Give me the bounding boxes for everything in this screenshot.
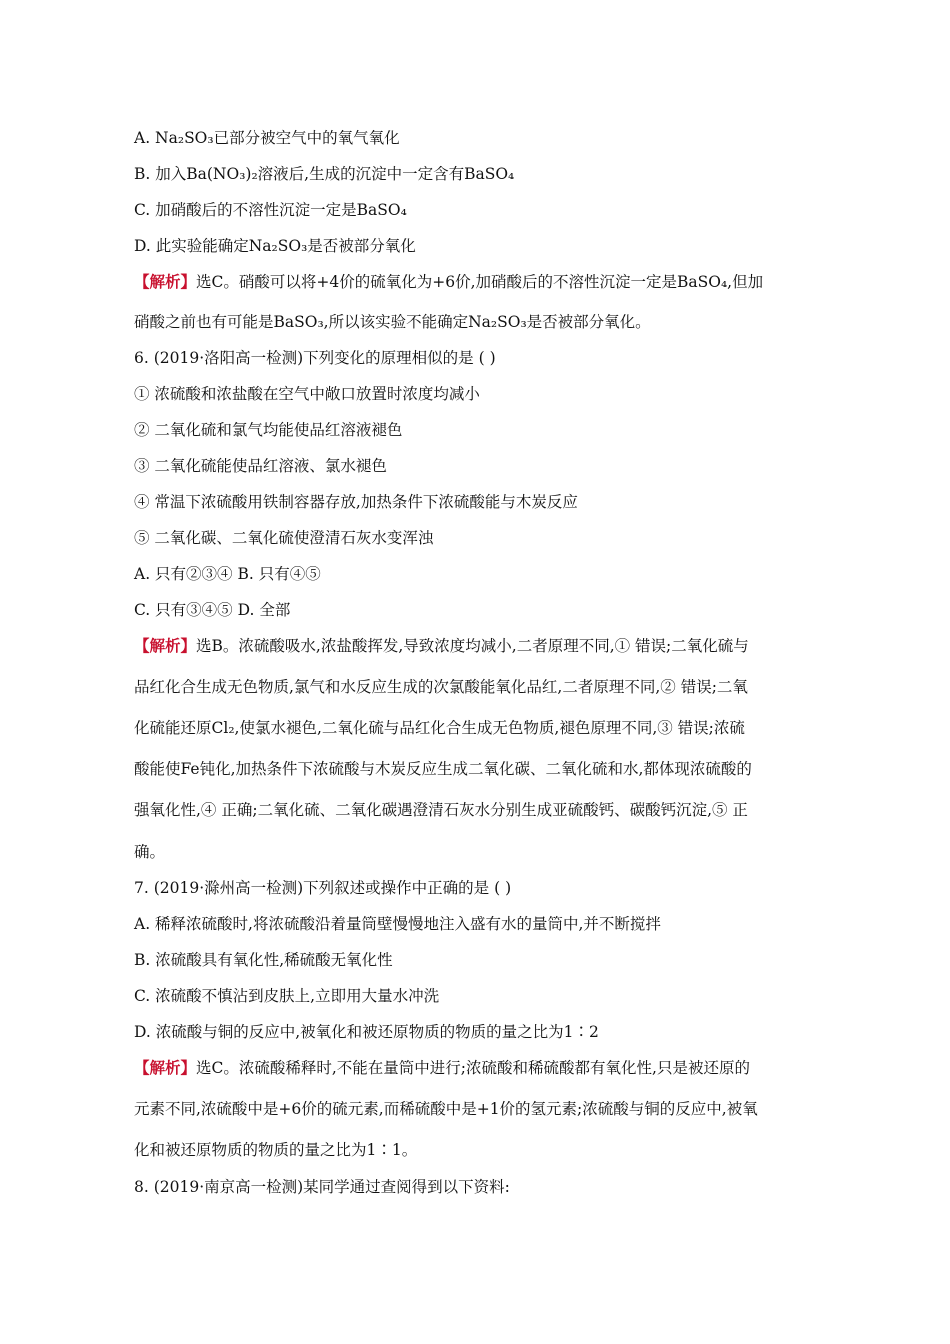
q5-analysis-line-1	[134, 272, 763, 292]
q7-option-c: C. 浓硫酸不慎沾到皮肤上,立即用大量水冲洗	[134, 987, 440, 1005]
q7-option-b: B. 浓硫酸具有氧化性,稀硫酸无氧化性	[134, 951, 393, 969]
q6-analysis-line-4: 酸能使Fe钝化,加热条件下浓硫酸与木炭反应生成二氧化碳、二氧化硫和水,都体现浓硫酸的	[134, 760, 752, 778]
analysis-tag: 【解析】	[134, 272, 197, 291]
analysis-tag: 【解析】	[134, 1058, 197, 1077]
q5-option-b: B. 加入Ba(NO₃)₂溶液后,生成的沉淀中一定含有BaSO₄	[134, 165, 515, 183]
q5-option-a: A. Na₂SO₃已部分被空气中的氧气氧化	[134, 129, 400, 147]
q6-item-3: ③ 二氧化硫能使品红溶液、氯水褪色	[134, 457, 387, 475]
q6-analysis-line-3: 化硫能还原Cl₂,使氯水褪色,二氧化硫与品红化合生成无色物质,褪色原理不同,③ 错误;浓硫	[134, 719, 745, 737]
q6-item-1: ① 浓硫酸和浓盐酸在空气中敞口放置时浓度均减小	[134, 385, 480, 403]
q5-option-c: C. 加硝酸后的不溶性沉淀一定是BaSO₄	[134, 201, 407, 219]
q6-analysis-line-1	[134, 636, 749, 656]
q7-option-a: A. 稀释浓硫酸时,将浓硫酸沿着量筒壁慢慢地注入盛有水的量筒中,并不断搅拌	[134, 915, 661, 933]
q6-stem: 6. (2019·洛阳高一检测)下列变化的原理相似的是 ( )	[134, 349, 496, 367]
analysis-tag: 【解析】	[134, 636, 197, 655]
q7-stem: 7. (2019·滁州高一检测)下列叙述或操作中正确的是 ( )	[134, 879, 512, 897]
q5-option-d: D. 此实验能确定Na₂SO₃是否被部分氧化	[134, 237, 416, 255]
q7-option-d: D. 浓硫酸与铜的反应中,被氧化和被还原物质的物质的量之比为1∶2	[134, 1023, 599, 1041]
q6-options-ab: A. 只有②③④ B. 只有④⑤	[134, 565, 321, 583]
analysis-text: 选B。浓硫酸吸水,浓盐酸挥发,导致浓度均减小,二者原理不同,① 错误;二氧化硫与	[196, 637, 749, 655]
analysis-text: 选C。浓硫酸稀释时,不能在量筒中进行;浓硫酸和稀硫酸都有氧化性,只是被还原的	[196, 1059, 750, 1077]
q7-analysis-line-1	[134, 1058, 750, 1078]
q5-analysis-line-2: 硝酸之前也有可能是BaSO₃,所以该实验不能确定Na₂SO₃是否被部分氧化。	[134, 313, 651, 331]
q6-item-5: ⑤ 二氧化碳、二氧化硫使澄清石灰水变浑浊	[134, 529, 434, 547]
q6-options-cd: C. 只有③④⑤ D. 全部	[134, 601, 291, 619]
q6-analysis-line-6: 确。	[134, 843, 166, 861]
analysis-text: 选C。硝酸可以将+4价的硫氧化为+6价,加硝酸后的不溶性沉淀一定是BaSO₄,但加	[196, 273, 764, 291]
q6-item-4: ④ 常温下浓硫酸用铁制容器存放,加热条件下浓硫酸能与木炭反应	[134, 493, 578, 511]
q6-analysis-line-2: 品红化合生成无色物质,氯气和水反应生成的次氯酸能氧化品红,二者原理不同,② 错误;二氧	[134, 678, 748, 696]
q7-analysis-line-2: 元素不同,浓硫酸中是+6价的硫元素,而稀硫酸中是+1价的氢元素;浓硫酸与铜的反应中,被氧	[134, 1100, 758, 1118]
q7-analysis-line-3: 化和被还原物质的物质的量之比为1∶1。	[134, 1141, 418, 1159]
q6-item-2: ② 二氧化硫和氯气均能使品红溶液褪色	[134, 421, 403, 439]
q8-stem: 8. (2019·南京高一检测)某同学通过查阅得到以下资料:	[134, 1178, 510, 1196]
q6-analysis-line-5: 强氧化性,④ 正确;二氧化硫、二氧化碳遇澄清石灰水分别生成亚硫酸钙、碳酸钙沉淀,⑤ 正	[134, 801, 748, 819]
